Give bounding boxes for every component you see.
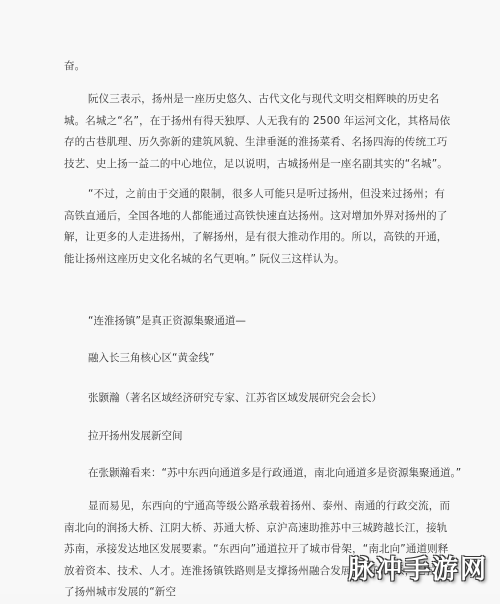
paragraph-1: 奋。 (64, 60, 86, 72)
subheading-1: “连淮扬镇”是真正资源集聚通道— (88, 315, 246, 327)
paragraph-5: 显而易见，东西向的宁通高等级公路承载着扬州、泰州、南通的行政交流，而南北向的润扬大桥、江阴大桥、苏通大桥、京沪高速助推苏中三城跨越长江，接轨苏南，承接发达地区发展要素。“东西向”通道拉开了城市骨架，“南北向”通道则释放着资本、技术、人才。连淮扬镇铁路则是支撑扬州融合发展的基础体系，它拉开了扬州城市发展的“新空 (64, 500, 451, 598)
paragraph-4: 在张颢瀚看来：“苏中东西向通道多是行政通道，南北向通道多是资源集聚通道。” (88, 467, 462, 479)
subheading-2: 融入长三角核心区“黄金线” (88, 352, 215, 364)
paragraph-2: 阮仪三表示，扬州是一座历史悠久、古代文化与现代文明交相辉映的历史名城。名城之“名”，在于扬州有得天独厚、人无我有的 2500 年运河文化，其格局依存的古巷肌理、历久弥新的建筑风貌、生津垂涎的淮扬菜肴、名扬四海的传统工巧技艺、史上扬一益二的中心地位，足以说明，古城扬州是一座名副其实的“名城”。 (64, 93, 451, 170)
subheading-4: 拉开扬州发展新空间 (88, 430, 183, 442)
site-watermark: 脉冲手游网 (347, 555, 488, 585)
paragraph-3: “不过，之前由于交通的限制，很多人可能只是听过扬州，但没来过扬州；有高铁直通后，全国各地的人都能通过高铁快速直达扬州。这对增加外界对扬州的了解，让更多的人走进扬州，了解扬州，是有很大推动作用的。所以，高铁的开通，能让扬州这座历史文化名城的名气更响。” 阮仪三这样认为。 (64, 188, 448, 265)
subheading-3: 张颢瀚（著名区域经济研究专家、江苏省区域发展研究会会长） (88, 392, 382, 404)
